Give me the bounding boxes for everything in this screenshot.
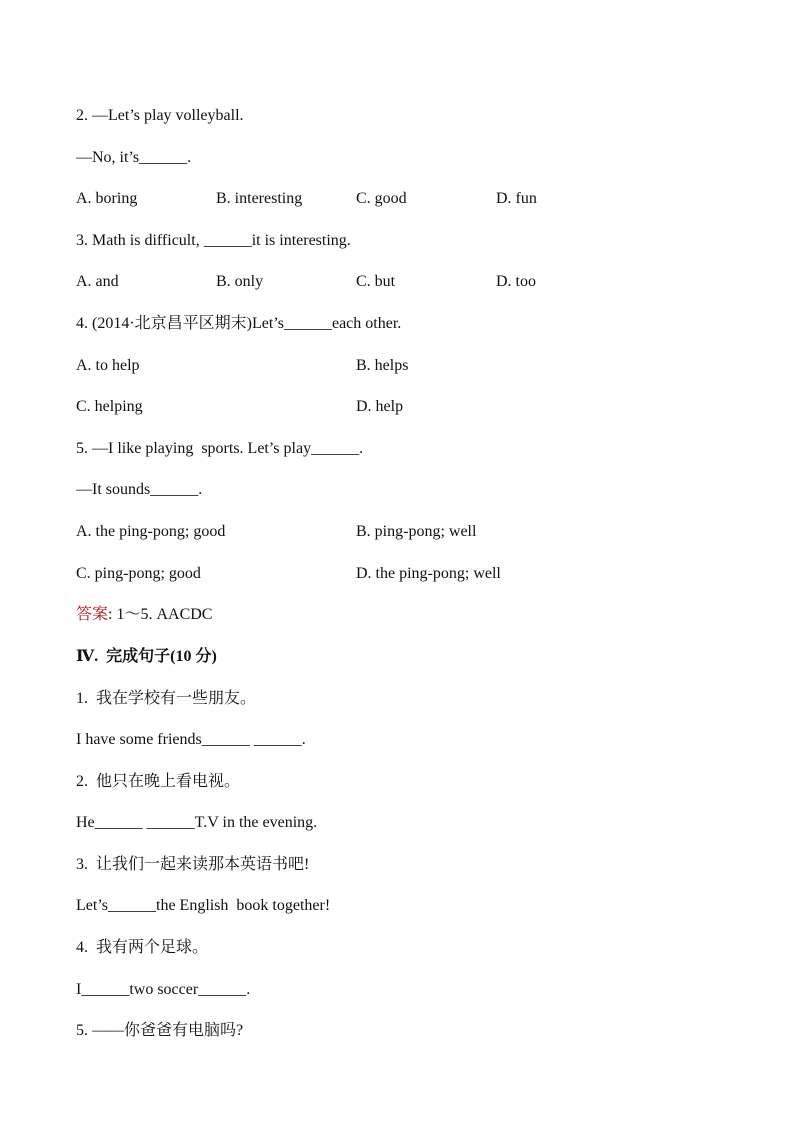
question-3-stem: 3. Math is difficult, ______it is interesting. [76, 232, 351, 249]
question-5-option-a: A. the ping-pong; good [76, 523, 226, 540]
sentence-1-chinese: 1. 我在学校有一些朋友。 [76, 690, 257, 707]
question-4-option-a: A. to help [76, 357, 140, 374]
question-4-stem: 4. (2014·北京昌平区期末)Let’s______each other. [76, 315, 402, 332]
question-4-option-b: B. helps [356, 357, 409, 374]
question-3-option-a: A. and [76, 273, 119, 290]
question-5-option-b: B. ping-pong; well [356, 523, 477, 540]
section-4-title: Ⅳ. 完成句子(10 分) [76, 648, 217, 665]
question-2-stem: 2. —Let’s play volleyball. [76, 107, 244, 124]
sentence-4-chinese: 4. 我有两个足球。 [76, 939, 209, 956]
question-5-option-c: C. ping-pong; good [76, 565, 201, 582]
question-2-option-b: B. interesting [216, 190, 303, 207]
question-2-option-d: D. fun [496, 190, 537, 207]
question-3-option-b: B. only [216, 273, 264, 290]
sentence-3-english: Let’s______the English book together! [76, 897, 331, 914]
sentence-3-chinese: 3. 让我们一起来读那本英语书吧! [76, 856, 310, 873]
sentence-2-english: He______ ______T.V in the evening. [76, 814, 318, 831]
answer-text: : 1～5. AACDC [108, 606, 213, 623]
question-4-option-d: D. help [356, 398, 404, 415]
answer-key [76, 605, 212, 625]
question-2-option-c: C. good [356, 190, 407, 207]
question-2-reply: —No, it’s______. [76, 149, 192, 166]
sentence-1-english: I have some friends______ ______. [76, 731, 306, 748]
sentence-4-english: I______two soccer______. [76, 981, 251, 998]
question-4-option-c: C. helping [76, 398, 143, 415]
answer-label: 答案 [76, 606, 109, 623]
question-5-stem: 5. —I like playing sports. Let’s play______. [76, 440, 364, 457]
question-5-reply: —It sounds______. [76, 481, 203, 498]
question-2-option-a: A. boring [76, 190, 138, 207]
question-3-option-c: C. but [356, 273, 396, 290]
sentence-5-chinese: 5. ——你爸爸有电脑吗? [76, 1022, 244, 1039]
question-5-option-d: D. the ping-pong; well [356, 565, 501, 582]
question-3-option-d: D. too [496, 273, 536, 290]
sentence-2-chinese: 2. 他只在晚上看电视。 [76, 773, 241, 790]
